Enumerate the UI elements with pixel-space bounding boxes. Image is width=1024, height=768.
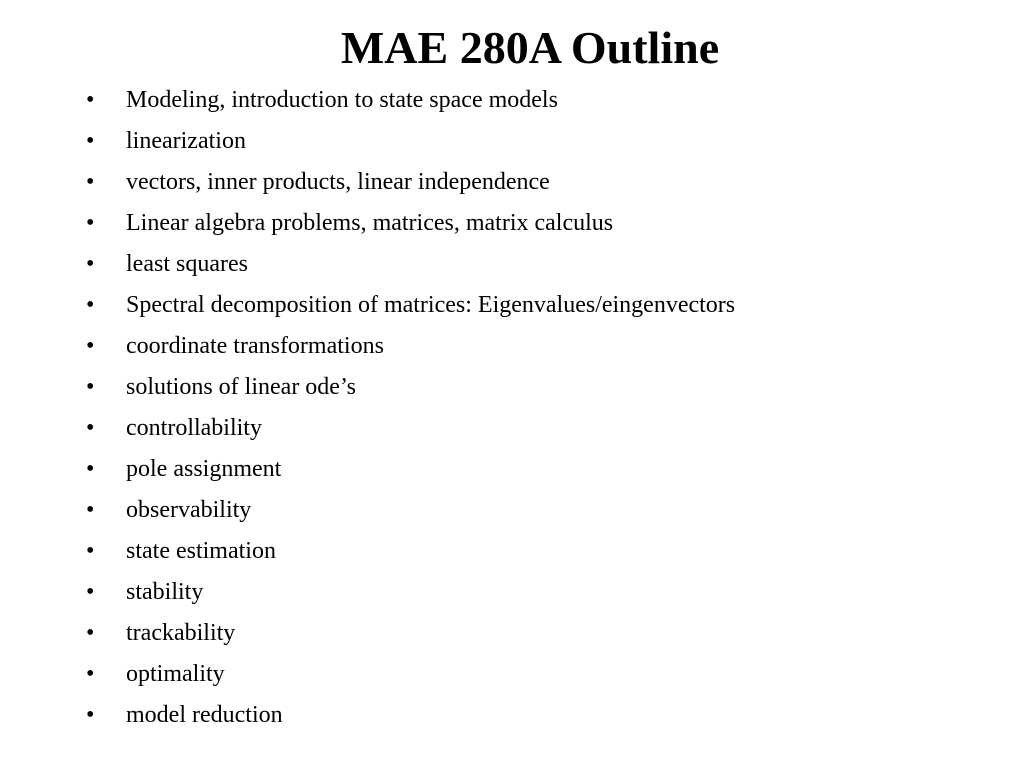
list-item bbox=[86, 408, 735, 449]
outline-list bbox=[86, 80, 735, 736]
bullet-icon: • bbox=[86, 415, 95, 441]
bullet-icon: • bbox=[86, 292, 95, 318]
bullet-icon: • bbox=[86, 333, 95, 359]
list-item bbox=[86, 572, 735, 613]
list-item-text: vectors, inner products, linear independence bbox=[126, 169, 550, 195]
list-item bbox=[86, 285, 735, 326]
list-item bbox=[86, 80, 735, 121]
bullet-icon: • bbox=[86, 620, 95, 646]
list-item bbox=[86, 613, 735, 654]
list-item-text: linearization bbox=[126, 128, 246, 154]
bullet-icon: • bbox=[86, 661, 95, 687]
list-item-text: controllability bbox=[126, 415, 262, 441]
list-item-text: Spectral decomposition of matrices: Eigenvalues/eingenvectors bbox=[126, 292, 736, 318]
bullet-icon: • bbox=[86, 497, 95, 523]
bullet-icon: • bbox=[86, 538, 95, 564]
list-item bbox=[86, 531, 735, 572]
list-item-text: observability bbox=[126, 497, 252, 523]
bullet-icon: • bbox=[86, 579, 95, 605]
list-item bbox=[86, 162, 735, 203]
list-item-text: solutions of linear ode’s bbox=[126, 374, 356, 400]
bullet-icon: • bbox=[86, 456, 95, 482]
list-item bbox=[86, 121, 735, 162]
list-item-text: optimality bbox=[126, 661, 225, 687]
list-item-text: coordinate transformations bbox=[126, 333, 384, 359]
list-item bbox=[86, 244, 735, 285]
list-item bbox=[86, 695, 735, 736]
list-item-text: state estimation bbox=[126, 538, 276, 564]
list-item bbox=[86, 367, 735, 408]
list-item bbox=[86, 654, 735, 695]
list-item-text: stability bbox=[126, 579, 204, 605]
bullet-icon: • bbox=[86, 251, 95, 277]
list-item bbox=[86, 490, 735, 531]
list-item-text: least squares bbox=[126, 251, 248, 277]
list-item-text: Linear algebra problems, matrices, matrix calculus bbox=[126, 210, 614, 236]
slide-title: MAE 280A Outline bbox=[340, 22, 720, 73]
bullet-icon: • bbox=[86, 169, 95, 195]
bullet-icon: • bbox=[86, 702, 95, 728]
list-item bbox=[86, 203, 735, 244]
list-item-text: trackability bbox=[126, 620, 236, 646]
bullet-icon: • bbox=[86, 374, 95, 400]
list-item bbox=[86, 449, 735, 490]
bullet-icon: • bbox=[86, 210, 95, 236]
bullet-icon: • bbox=[86, 87, 95, 113]
list-item-text: model reduction bbox=[126, 702, 283, 728]
list-item-text: pole assignment bbox=[126, 456, 282, 482]
list-item bbox=[86, 326, 735, 367]
bullet-icon: • bbox=[86, 128, 95, 154]
list-item-text: Modeling, introduction to state space models bbox=[126, 87, 558, 113]
